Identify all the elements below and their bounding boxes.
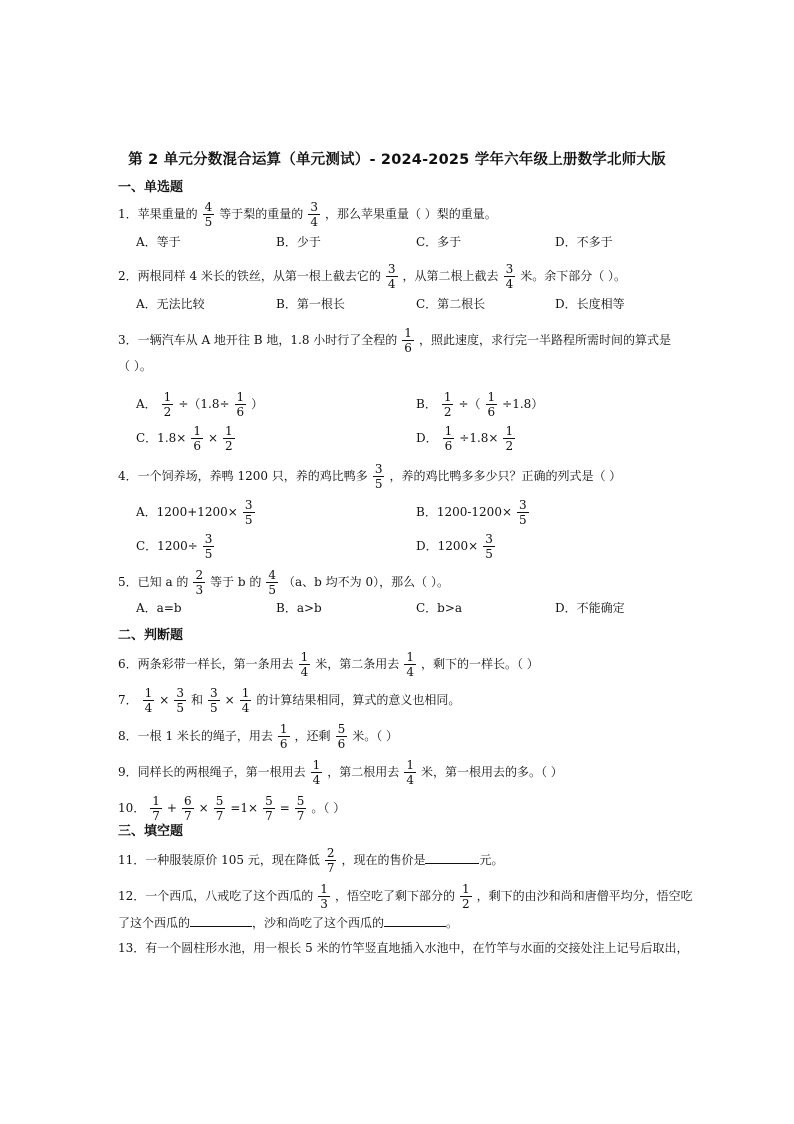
numerator: 2 [195, 568, 204, 582]
question-13 [118, 940, 689, 956]
fraction [373, 462, 385, 491]
fraction [203, 532, 215, 561]
fraction [182, 794, 194, 823]
denominator: 7 [183, 809, 192, 823]
denominator: 5 [176, 701, 184, 715]
option-d[interactable]: D．不多于 [555, 235, 613, 249]
question-text: ，沙和尚吃了这个西瓜的 [252, 916, 385, 930]
question-text: ，第二根用去 [327, 765, 400, 779]
numerator: 2 [326, 846, 335, 860]
fraction [443, 424, 455, 453]
denominator: 7 [152, 809, 160, 823]
fraction [311, 758, 323, 787]
denominator: 5 [204, 547, 213, 561]
numerator: 1 [406, 758, 414, 772]
question-number: 5． [118, 575, 138, 589]
denominator: 5 [244, 513, 253, 527]
denominator: 5 [519, 513, 527, 527]
question-number: 6． [118, 657, 138, 671]
operator: + [166, 801, 177, 815]
option-d[interactable]: D．长度相等 [555, 297, 625, 311]
numerator: 6 [183, 794, 192, 808]
denominator: 6 [279, 737, 288, 751]
fraction [404, 758, 416, 787]
denominator: 2 [163, 405, 172, 419]
fraction [203, 200, 215, 229]
numerator: 1 [193, 424, 201, 438]
option-label: D． [416, 431, 438, 445]
question-text: ，剩下的一样长。（ ） [420, 657, 539, 671]
question-text: ，剩下的由沙和尚和唐僧平均分，悟空吃 [476, 889, 693, 903]
question-text: 和 [190, 693, 203, 707]
fraction [325, 846, 337, 875]
denominator: 6 [444, 439, 453, 453]
fraction [266, 568, 278, 597]
question-text: 米，第一根用去的多。（ ） [420, 765, 563, 779]
denominator: 3 [320, 897, 328, 911]
question-text: 同样长的两根绳子，第一根用去 [137, 765, 306, 779]
option-label: B．1200-1200× [416, 505, 513, 519]
numerator: 1 [487, 390, 496, 404]
option-c[interactable] [136, 424, 240, 453]
question-12-continued [118, 914, 458, 931]
question-text: 了这个西瓜的 [118, 916, 191, 930]
question-number: 10． [118, 801, 146, 815]
denominator: 5 [374, 477, 383, 491]
numerator: 3 [485, 532, 493, 546]
denominator: 6 [337, 737, 346, 751]
question-number: 3． [118, 333, 138, 347]
question-number: 11． [118, 853, 146, 867]
question-text: 。（ ） [311, 801, 346, 815]
question-text: 两根同样 4 米长的铁丝，从第一根上截去它的 [137, 269, 381, 283]
numerator: 1 [152, 794, 160, 808]
denominator: 4 [387, 277, 396, 291]
question-7 [118, 686, 460, 715]
answer-blank[interactable] [425, 851, 479, 864]
fraction [486, 390, 498, 419]
numerator: 3 [374, 462, 383, 476]
numerator: 3 [387, 262, 396, 276]
denominator: 4 [505, 277, 514, 291]
fraction [162, 390, 174, 419]
option-a[interactable] [136, 390, 263, 419]
option-a[interactable] [136, 498, 260, 527]
option-label: C．1200÷ [136, 539, 198, 553]
fraction [214, 794, 226, 823]
question-3-continued: （ ）。 [118, 359, 152, 373]
question-8 [118, 722, 398, 751]
denominator: 2 [443, 405, 452, 419]
option-c[interactable]: C．多于 [416, 235, 462, 249]
option-b[interactable] [416, 498, 534, 527]
option-text: ÷（ [458, 397, 481, 411]
numerator: 1 [225, 424, 233, 438]
question-text: 。 [446, 916, 459, 930]
denominator: 4 [310, 215, 318, 229]
fraction [240, 686, 252, 715]
option-c[interactable]: C．b>a [416, 601, 463, 615]
question-text: 有一个圆柱形水池，用一根长 5 米的竹竿竖直地插入水池中，在竹竿与水面的交接处注上记号后取出， [145, 941, 689, 955]
question-text: 的计算结果相同，算式的意义也相同。 [256, 693, 461, 707]
option-text: ÷（1.8÷ [178, 397, 230, 411]
fraction [193, 568, 205, 597]
question-10 [118, 794, 345, 823]
fraction [174, 686, 186, 715]
fraction [208, 686, 220, 715]
option-a[interactable]: A．无法比较 [136, 297, 205, 311]
denominator: 7 [296, 809, 305, 823]
fraction [223, 424, 235, 453]
denominator: 5 [210, 701, 218, 715]
question-number: 1． [118, 207, 138, 221]
numerator: 5 [215, 794, 224, 808]
fraction [483, 532, 495, 561]
fraction [235, 390, 247, 419]
page-title: 第 2 单元分数混合运算（单元测试）- 2024-2025 学年六年级上册数学北师大版 [128, 152, 666, 168]
numerator: 1 [320, 882, 328, 896]
question-text: 一根 1 米长的绳子，用去 [137, 729, 273, 743]
question-text: ，照此速度，求行完一半路程所需时间的算式是 [418, 333, 671, 347]
answer-blank[interactable] [384, 914, 446, 927]
numerator: 1 [300, 650, 309, 664]
question-text: 米，第二条用去 [315, 657, 400, 671]
question-text: 一个西瓜，八戒吃了这个西瓜的 [145, 889, 314, 903]
fraction [243, 498, 255, 527]
denominator: 5 [204, 215, 213, 229]
denominator: 7 [215, 809, 224, 823]
numerator: 4 [204, 200, 213, 214]
fraction [404, 650, 416, 679]
numerator: 5 [296, 794, 305, 808]
section-heading-fill-in: 三、填空题 [118, 824, 184, 839]
question-text: 一种服装原价 105 元，现在降低 [145, 853, 320, 867]
question-text: ，养的鸡比鸭多多少只？正确的列式是（ ） [389, 469, 622, 483]
option-label: D．1200× [416, 539, 479, 553]
fraction [402, 326, 414, 355]
option-label: B． [416, 397, 437, 411]
option-a[interactable]: A．a=b [136, 601, 182, 615]
option-b[interactable]: B．第一根长 [276, 297, 345, 311]
question-5 [118, 568, 449, 597]
denominator: 7 [326, 861, 335, 875]
fraction [308, 200, 320, 229]
option-d[interactable] [416, 532, 500, 561]
option-b[interactable]: B．a>b [276, 601, 322, 615]
fraction [336, 722, 348, 751]
denominator: 2 [505, 439, 514, 453]
numerator: 1 [461, 882, 470, 896]
option-b[interactable]: B．少于 [276, 235, 321, 249]
numerator: 1 [406, 650, 414, 664]
question-text: 米。余下部分（ ）。 [520, 269, 627, 283]
fraction [318, 882, 330, 911]
question-text: 一个饲养场，养鸭 1200 只，养的鸡比鸭多 [137, 469, 368, 483]
denominator: 6 [404, 341, 412, 355]
fraction [150, 794, 162, 823]
denominator: 4 [406, 773, 414, 787]
numerator: 4 [268, 568, 277, 582]
denominator: 6 [487, 405, 496, 419]
numerator: 3 [505, 262, 514, 276]
fraction [143, 686, 155, 715]
fraction [386, 262, 398, 291]
fraction [503, 424, 515, 453]
fraction [460, 882, 472, 911]
numerator: 3 [244, 498, 253, 512]
numerator: 1 [404, 326, 412, 340]
option-text: ÷1.8× [459, 431, 499, 445]
numerator: 1 [236, 390, 245, 404]
question-text: 苹果重量的 [137, 207, 198, 221]
denominator: 7 [265, 809, 273, 823]
question-9 [118, 758, 563, 787]
fraction [442, 390, 454, 419]
question-text: 一辆汽车从 A 地开往 B 地，1.8 小时行了全程的 [137, 333, 398, 347]
numerator: 1 [312, 758, 321, 772]
question-text: 元。 [479, 853, 504, 867]
question-text: ，那么苹果重量（ ）梨的重量。 [324, 207, 497, 221]
fraction [295, 794, 307, 823]
denominator: 6 [193, 439, 201, 453]
answer-blank[interactable] [190, 914, 252, 927]
fraction [299, 650, 311, 679]
fraction [517, 498, 529, 527]
denominator: 5 [268, 583, 277, 597]
denominator: 3 [195, 583, 204, 597]
question-number: 4． [118, 469, 138, 483]
operator: = [279, 801, 290, 815]
section-heading-true-false: 二、判断题 [118, 628, 184, 643]
operator: × [198, 801, 209, 815]
option-b[interactable] [416, 390, 543, 419]
numerator: 1 [144, 686, 153, 700]
numerator: 1 [163, 390, 172, 404]
option-label: A． [136, 397, 157, 411]
option-label: A．1200+1200× [136, 505, 238, 519]
question-4 [118, 462, 621, 491]
question-3 [118, 326, 671, 355]
question-text: 已知 a 的 [137, 575, 189, 589]
denominator: 6 [236, 405, 245, 419]
option-text: ÷1.8） [502, 397, 544, 411]
numerator: 3 [210, 686, 218, 700]
numerator: 3 [519, 498, 527, 512]
section-heading-single-choice: 一、单选题 [118, 180, 184, 195]
operator: × [159, 693, 170, 707]
option-d[interactable]: D．不能确定 [555, 601, 625, 615]
denominator: 2 [461, 897, 470, 911]
question-text: 等于梨的重量的 [219, 207, 304, 221]
numerator: 5 [265, 794, 273, 808]
question-text: （a、b 均不为 0），那么（ ）。 [283, 575, 449, 589]
question-text: ，还剩 [294, 729, 331, 743]
question-text: ，现在的售价是 [341, 853, 426, 867]
denominator: 2 [225, 439, 233, 453]
question-1 [118, 200, 497, 229]
question-number: 9． [118, 765, 138, 779]
question-number: 8． [118, 729, 138, 743]
question-6 [118, 650, 539, 679]
fraction [278, 722, 290, 751]
question-number: 12． [118, 889, 146, 903]
fraction [504, 262, 516, 291]
option-c[interactable] [136, 532, 219, 561]
option-d[interactable] [416, 424, 520, 453]
question-2 [118, 262, 626, 291]
denominator: 4 [312, 773, 321, 787]
numerator: 1 [444, 424, 453, 438]
option-text: ） [251, 397, 264, 411]
option-c[interactable]: C．第二根长 [416, 297, 486, 311]
question-number: 2． [118, 269, 138, 283]
option-label: C．1.8× [136, 431, 187, 445]
question-11 [118, 846, 504, 875]
numerator: 1 [279, 722, 288, 736]
fraction [263, 794, 275, 823]
question-text: ，悟空吃了剩下部分的 [334, 889, 455, 903]
numerator: 3 [204, 532, 213, 546]
question-text: 米。（ ） [352, 729, 399, 743]
numerator: 3 [310, 200, 318, 214]
operator: × [224, 693, 235, 707]
denominator: 4 [406, 665, 414, 679]
question-number: 7． [118, 693, 138, 707]
denominator: 5 [485, 547, 493, 561]
option-a[interactable]: A．等于 [136, 235, 181, 249]
numerator: 1 [241, 686, 250, 700]
question-12 [118, 882, 693, 911]
question-number: 13． [118, 941, 146, 955]
question-text: 等于 b 的 [210, 575, 262, 589]
numerator: 5 [337, 722, 346, 736]
denominator: 4 [300, 665, 309, 679]
question-text: ，从第二根上截去 [402, 269, 499, 283]
numerator: 1 [505, 424, 514, 438]
numerator: 3 [176, 686, 184, 700]
option-text: × [207, 431, 219, 445]
denominator: 4 [144, 701, 153, 715]
numerator: 1 [443, 390, 452, 404]
denominator: 4 [241, 701, 250, 715]
question-text: 两条彩带一样长，第一条用去 [137, 657, 294, 671]
operator: =1× [230, 801, 259, 815]
fraction [191, 424, 203, 453]
